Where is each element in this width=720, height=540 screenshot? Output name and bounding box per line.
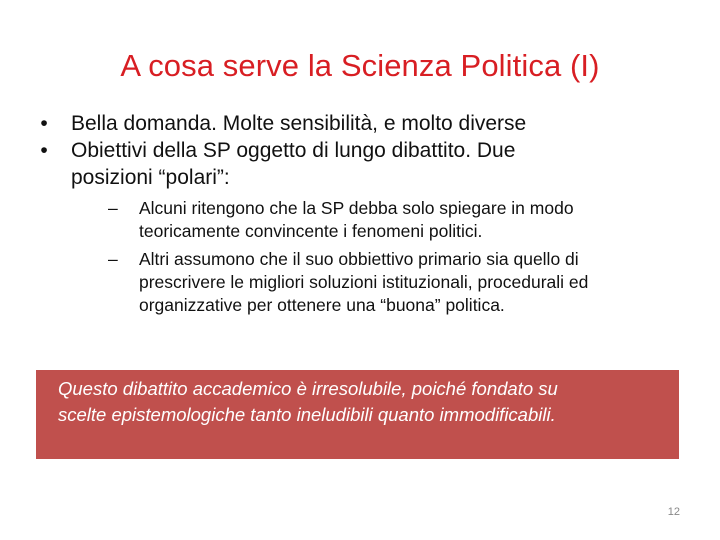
bullet-text-line: Bella domanda. Molte sensibilità, e molto diverse [71,112,527,135]
sub-bullet-text-line: organizzative per ottenere una “buona” politica. [139,295,505,315]
bullet-marker: • [40,139,48,162]
page-number: 12 [667,506,680,518]
bullet-marker: • [40,112,48,135]
sub-bullet-item [108,248,694,317]
bullet-item [34,110,694,137]
sub-bullet-text-line: prescrivere le migliori soluzioni istituzionali, procedurali ed [139,272,589,292]
sub-bullet-text-line: Alcuni ritengono che la SP debba solo spiegare in modo [139,198,574,218]
callout-text-line: scelte epistemologiche tanto ineludibili quanto immodificabili. [58,404,556,425]
callout-text-line: Questo dibattito accademico è irresolubile, poiché fondato su [58,378,558,399]
callout-box [36,370,679,459]
bullet-text-line: Obiettivi della SP oggetto di lungo dibattito. Due [71,139,516,162]
sub-bullet-marker: – [108,198,118,218]
bullet-text-line: posizioni “polari”: [71,166,230,189]
sub-bullet-list [71,197,694,317]
sub-bullet-text-line: Altri assumono che il suo obbiettivo primario sia quello di [139,249,579,269]
slide-title: A cosa serve la Scienza Politica (I) [120,48,600,83]
sub-bullet-text-line: teoricamente convincente i fenomeni politici. [139,221,483,241]
bullet-item [34,137,694,317]
bullet-list [34,110,694,322]
sub-bullet-marker: – [108,249,118,269]
sub-bullet-item [108,197,694,243]
